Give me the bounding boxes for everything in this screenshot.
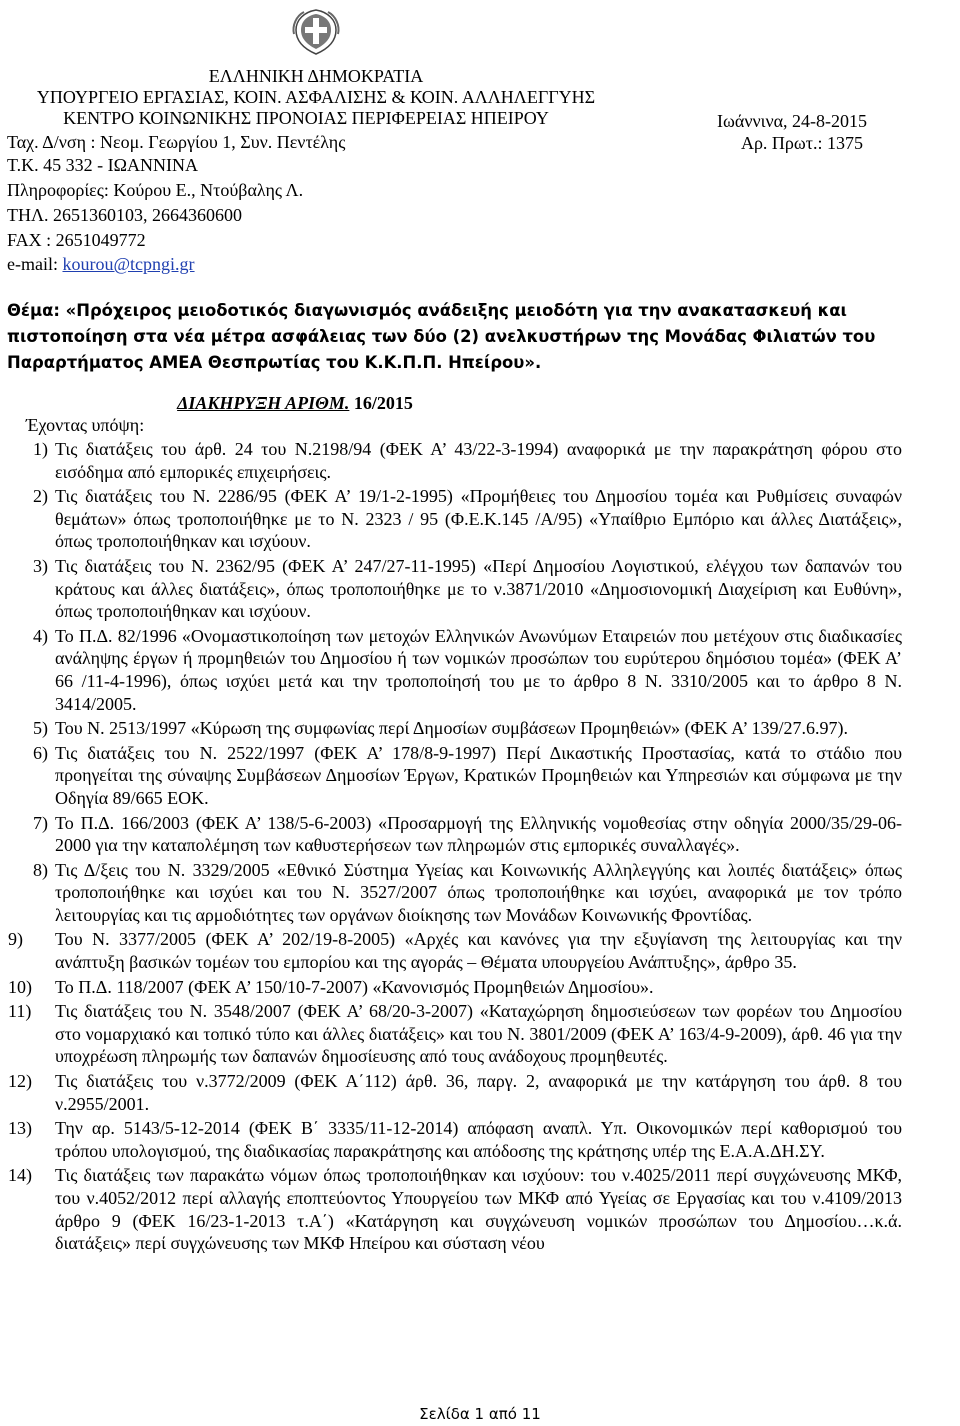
item-text: Τις διατάξεις του άρθ. 24 του Ν.2198/94 (ΦΕΚ Α’ 43/22-3-1994) αναφορικά με την παρακράτηση φόρου στο εισόδημα από εμπορικές επιχειρήσεις. <box>55 439 902 482</box>
greek-coat-of-arms-icon <box>288 4 344 60</box>
item-text: Τις διατάξεις του Ν. 2362/95 (ΦΕΚ Α’ 247/27-11-1995) «Περί Δημοσίου Λογιστικού, ελέγχου των δαπανών του κράτους και άλλες διατάξεις», όπως τροποποιήθηκε με το ν.3871/2010 «Δημοσιονομική Διαχείριση και Ευθύνη», όπως τροποποιήθηκαν και ισχύουν. <box>55 555 902 622</box>
list-item <box>0 1164 960 1254</box>
list-item <box>0 859 960 927</box>
list-item <box>0 976 960 999</box>
list-item <box>0 717 960 740</box>
item-text: Του Ν. 3377/2005 (ΦΕΚ Α’ 202/19-8-2005) «Αρχές και κανόνες για την εξυγίανση της λειτουργίας και την ανάπτυξη βασικών τομέων του εμπορίου και της αγοράς – Θέματα υπουργείου Ανάπτυξης», άρθρο 35. <box>55 929 902 973</box>
item-text: Του Ν. 2513/1997 «Κύρωση της συμφωνίας περί Δημοσίων συμβάσεων Προμηθειών» (ΦΕΚ Α’ 139/27.6.97). <box>55 718 848 739</box>
item-number: 4) <box>33 625 48 646</box>
list-item <box>0 1070 960 1115</box>
email-line <box>7 254 195 275</box>
header-center: ΚΕΝΤΡΟ ΚΟΙΝΩΝΙΚΗΣ ΠΡΟΝΟΙΑΣ ΠΕΡΙΦΕΡΕΙΑΣ ΗΠΕΙΡΟΥ <box>63 108 549 128</box>
postal-address: Ταχ. Δ/νση : Νεομ. Γεωργίου 1, Συν. Πεντέλης <box>7 132 346 152</box>
phone-numbers: ΤΗΛ. 2651360103, 2664360600 <box>7 205 243 225</box>
list-item <box>0 812 960 857</box>
list-item <box>0 1117 960 1162</box>
item-text: Τις διατάξεις του Ν. 2522/1997 (ΦΕΚ Α’ 178/8-9-1997) Περί Δικαστικής Προστασίας, κατά το στάδιο που προηγείται της σύναψης Συμβάσεων Δημοσίων Έργων, Κρατικών Προμηθειών και Υπηρεσιών και σύμφωνα με την Οδηγία 89/665 ΕΟΚ. <box>55 742 902 808</box>
item-text: Τις διατάξεις του ν.3772/2009 (ΦΕΚ Α΄112) άρθ. 36, παργ. 2, αναφορικά με την κατάργηση του άρθ. 8 του ν.2955/2001. <box>55 1071 902 1114</box>
item-number: 9) <box>8 929 23 950</box>
item-text: Το Π.Δ. 118/2007 (ΦΕΚ Α’ 150/10-7-2007) «Κανονισμός Προμηθειών Δημοσίου». <box>55 976 654 997</box>
fax-number: FAX : 2651049772 <box>7 230 146 250</box>
email-label: e-mail: <box>7 254 63 274</box>
intro-text: Έχοντας υπόψη: <box>26 415 145 435</box>
list-item <box>0 438 960 483</box>
item-number: 13) <box>8 1118 32 1139</box>
item-number: 5) <box>33 718 48 739</box>
item-number: 6) <box>33 742 48 763</box>
item-number: 12) <box>8 1071 32 1092</box>
list-item <box>0 485 960 553</box>
list-item <box>0 1000 960 1068</box>
legal-basis-list <box>0 438 960 1255</box>
item-text: Τις διατάξεις του Ν. 3548/2007 (ΦΕΚ Α’ 68/20-3-2007) «Καταχώρηση δημοσιεύσεων των φορέων του Δημοσίου στο νομαρχιακό και τοπικό τύπο και άλλες διατάξεις» και του Ν. 3801/2009 (ΦΕΚ Α’ 163/4-9-2009), άρθ. 46 για την υποχρέωση πληρωμής των δαπανών δημοσίευσης από τους ανάδοχους προμηθευτές. <box>55 1001 902 1067</box>
list-item <box>0 742 960 810</box>
list-item <box>0 625 960 715</box>
protocol-number: Αρ. Πρωτ.: 1375 <box>740 133 863 153</box>
page-footer: Σελίδα 1 από 11 <box>419 1405 541 1423</box>
declaration-number: 16/2015 <box>349 393 413 413</box>
item-number: 2) <box>33 486 48 507</box>
item-text: Την αρ. 5143/5-12-2014 (ΦΕΚ Β΄ 3335/11-12-2014) απόφαση αναπλ. Υπ. Οικονομικών περί καθορισμού του τρόπου υπολογισμού, της διαδικασίας παρακράτησης και απόδοσης της κράτησης υπέρ της Ε.Α.Α.ΔΗ.ΣΥ. <box>55 1118 902 1161</box>
item-text: Τις διατάξεις των παρακάτω νόμων όπως τροποποιήθηκαν και ισχύουν: του ν.4025/2011 περί συγχώνευσης ΜΚΦ, του ν.4052/2012 περί αλλαγής εποπτεύοντος Υπουργείου των ΜΚΦ από Υγείας σε Εργασίας και του ν.4109/2013 άρθρο 9 (ΦΕΚ 16/23-1-2013 τ.Α΄) «Κατάργηση και συγχώνευση νομικών προσώπων του Δημοσίου…κ.ά. διατάξεις» περί συγχώνευσης των ΜΚΦ Ηπείρου και σύσταση νέου <box>55 1165 902 1254</box>
item-text: Το Π.Δ. 82/1996 «Ονομαστικοποίηση των μετοχών Ελληνικών Ανωνύμων Εταιρειών που μετέχουν στις διαδικασίες ανάληψης έργων ή προμηθειών του Δημοσίου ή των νομικών προσώπων του ευρύτερου δημόσιου τομέα» (ΦΕΚ Α’ 66 /11-4-1996), όπως ισχύει μετά και την τροποποίησή του με το άρθρο 8 Ν. 3310/2005 και το άρθρο 8 Ν. 3414/2005. <box>55 625 902 714</box>
subject: Θέμα: «Πρόχειρος μειοδοτικός διαγωνισμός ανάδειξης μειοδότη για την ανακατασκευή και πιστοποίηση στα νέα μέτρα ασφάλειας των δύο (2) ανελκυστήρων της Μονάδας Φιλιατών του Παραρτήματος ΑΜΕΑ Θεσπρωτίας του Κ.Κ.Π.Π. Ηπείρου». <box>7 301 876 372</box>
item-number: 8) <box>33 859 48 880</box>
item-number: 1) <box>33 439 48 459</box>
item-number: 3) <box>33 555 48 576</box>
place-date: Ιωάννινα, 24-8-2015 <box>717 111 867 131</box>
header-country: ΕΛΛΗΝΙΚΗ ΔΗΜΟΚΡΑΤΙΑ <box>208 66 424 86</box>
item-text: Τις Δ/ξεις του Ν. 3329/2005 «Εθνικό Σύστημα Υγείας και Κοινωνικής Αλληλεγγύης και λοιπές διατάξεις» όπως τροποποιήθηκε και ισχύει και του Ν. 3527/2007 όπως τροποποιήθηκε και ισχύει, αναφορικά με τον τρόπο λειτουργίας και τις αρμοδιότητες των οργάνων διοίκησης των Μονάδων Κοινωνικής Φροντίδας. <box>55 859 902 925</box>
header-ministry: ΥΠΟΥΡΓΕΙΟ ΕΡΓΑΣΙΑΣ, ΚΟΙΝ. ΑΣΦΑΛΙΣΗΣ & ΚΟΙΝ. ΑΛΛΗΛΕΓΓΥΗΣ <box>36 87 596 107</box>
item-number: 11) <box>8 1001 32 1022</box>
declaration-label: ΔΙΑΚΗΡΥΞΗ ΑΡΙΘΜ. <box>177 393 350 413</box>
declaration-title <box>0 392 590 414</box>
item-text: Τις διατάξεις του Ν. 2286/95 (ΦΕΚ Α’ 19/1-2-1995) «Προμήθειες του Δημοσίου τομέα και Ρυθμίσεις συναφών θεμάτων» όπως τροποποιήθηκε με το Ν. 2323 / 95 (Φ.Ε.Κ.145 /Α/95) «Υπαίθριο Εμπόριο και άλλες Διατάξεις», όπως τροποποιήθηκαν και ισχύουν. <box>55 486 902 552</box>
item-text: Το Π.Δ. 166/2003 (ΦΕΚ Α’ 138/5-6-2003) «Προσαρμογή της Ελληνικής νομοθεσίας στην οδηγία 2000/35/29-06-2000 για την καταπολέμηση των καθυστερήσεων των πληρωμών στις εμπορικές συναλλαγές». <box>55 812 902 856</box>
item-number: 10) <box>8 976 32 997</box>
email-link[interactable]: kourou@tcpngi.gr <box>62 254 195 274</box>
postal-code: Τ.Κ. 45 332 - ΙΩΑΝΝΙΝΑ <box>7 155 199 175</box>
item-number: 14) <box>8 1165 32 1186</box>
list-item <box>0 555 960 623</box>
contact-persons: Πληροφορίες: Κούρου Ε., Ντούβαλης Λ. <box>7 180 304 200</box>
list-item <box>0 928 960 973</box>
item-number: 7) <box>33 812 48 833</box>
